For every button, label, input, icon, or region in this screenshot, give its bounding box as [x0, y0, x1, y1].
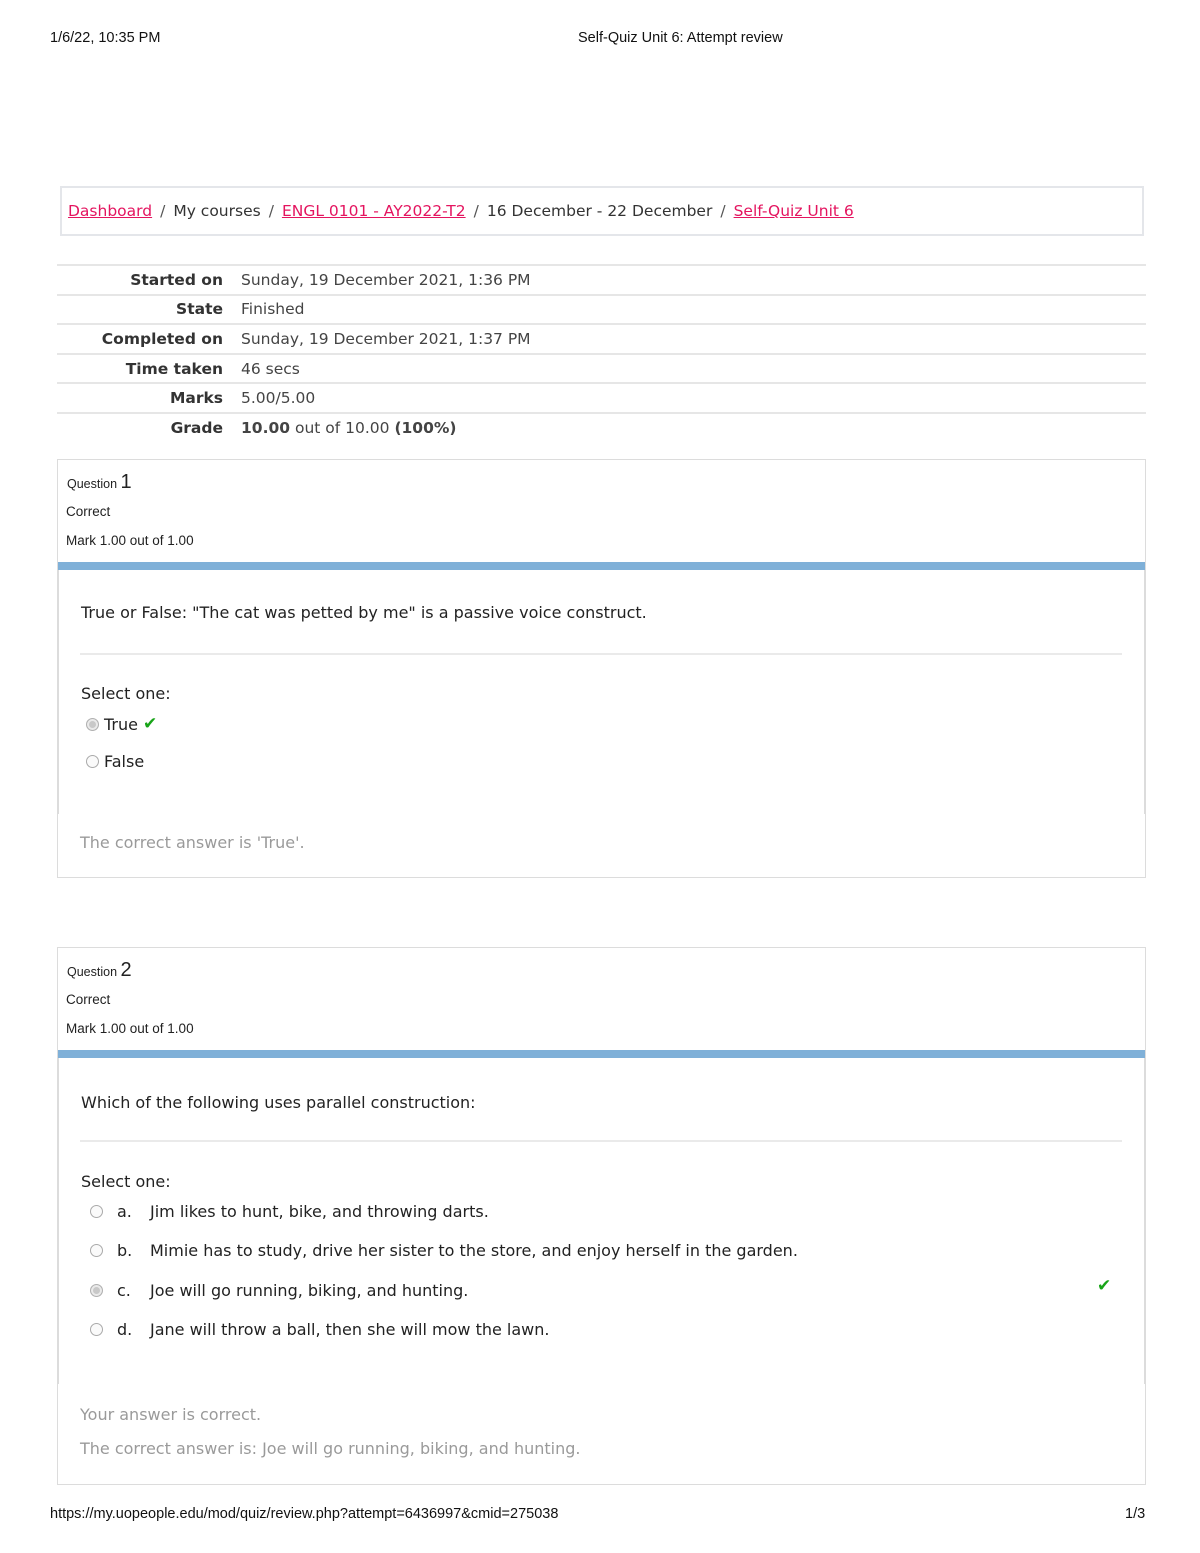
answer-option-b[interactable]: [90, 1241, 798, 1260]
breadcrumb-separator: /: [720, 202, 726, 220]
question-2-info: [58, 948, 1145, 1050]
question-number: [67, 959, 132, 982]
grade-label: Grade: [170, 419, 223, 438]
print-page-number: 1/3: [1125, 1506, 1146, 1522]
option-letter: a.: [117, 1202, 132, 1221]
answer-label: Joe will go running, biking, and hunting.: [150, 1281, 469, 1300]
option-letter: d.: [117, 1320, 133, 1339]
question-number-value: 1: [120, 471, 132, 493]
marks-label: Marks: [169, 389, 223, 408]
correct-answer-feedback: The correct answer is 'True'.: [80, 833, 305, 852]
breadcrumb-separator: /: [473, 202, 479, 220]
option-letter: c.: [117, 1281, 131, 1300]
check-icon: ✔: [142, 714, 158, 734]
breadcrumb: [60, 186, 1144, 236]
breadcrumb-section: 16 December - 22 December: [486, 202, 713, 220]
print-datetime: 1/6/22, 10:35 PM: [50, 30, 161, 46]
answer-option-false[interactable]: [86, 752, 144, 771]
summary-row-marks: [57, 383, 1146, 413]
state-value: Finished: [241, 300, 305, 319]
question-number: [67, 471, 132, 494]
summary-row-started: [57, 265, 1146, 295]
summary-row-completed: [57, 324, 1146, 354]
breadcrumb-dashboard-link[interactable]: Dashboard: [68, 202, 153, 220]
question-1: [57, 459, 1146, 878]
radio-button[interactable]: [86, 755, 99, 768]
question-text: Which of the following uses parallel construction:: [81, 1093, 476, 1112]
question-bar: [58, 1050, 1145, 1058]
question-text: True or False: "The cat was petted by me" is a passive voice construct.: [81, 603, 647, 622]
marks-value: 5.00/5.00: [241, 389, 316, 408]
completed-value: Sunday, 19 December 2021, 1:37 PM: [241, 329, 531, 348]
radio-button[interactable]: [90, 1323, 103, 1336]
radio-button[interactable]: [86, 718, 99, 731]
question-state: Correct: [66, 992, 111, 1007]
answer-option-true[interactable]: [86, 714, 157, 734]
summary-row-grade: [57, 413, 1146, 443]
answer-option-d[interactable]: [90, 1320, 549, 1339]
completed-label: Completed on: [101, 329, 223, 348]
question-grade: Mark 1.00 out of 1.00: [66, 533, 194, 548]
answer-label: True: [104, 714, 138, 734]
radio-button[interactable]: [90, 1205, 103, 1218]
answer-label: Jane will throw a ball, then she will mow the lawn.: [150, 1320, 550, 1339]
time-value: 46 secs: [241, 359, 300, 378]
question-1-content: [58, 570, 1145, 814]
question-2-content: [58, 1058, 1145, 1384]
breadcrumb-course-link[interactable]: ENGL 0101 - AY2022-T2: [281, 202, 466, 220]
started-label: Started on: [130, 270, 223, 289]
question-grade: Mark 1.00 out of 1.00: [66, 1021, 194, 1036]
check-icon: ✔: [1097, 1276, 1112, 1296]
correct-answer-feedback: The correct answer is: Joe will go running, biking, and hunting.: [80, 1439, 581, 1458]
answer-label: False: [104, 752, 145, 771]
summary-row-time: [57, 354, 1146, 384]
question-label: Question: [67, 965, 118, 979]
question-label: Question: [67, 477, 118, 491]
started-value: Sunday, 19 December 2021, 1:36 PM: [241, 270, 531, 289]
attempt-summary-table: [57, 264, 1146, 443]
time-label: Time taken: [125, 359, 223, 378]
breadcrumb-quiz-link[interactable]: Self-Quiz Unit 6: [733, 202, 854, 220]
breadcrumb-separator: /: [160, 202, 166, 220]
breadcrumb-separator: /: [268, 202, 274, 220]
question-1-info: [58, 460, 1145, 562]
option-letter: b.: [117, 1241, 133, 1260]
state-label: State: [176, 300, 223, 319]
grade-value: [241, 413, 1146, 443]
grade-percent: (100%): [394, 419, 457, 438]
divider: [80, 653, 1122, 655]
print-url: https://my.uopeople.edu/mod/quiz/review.php?attempt=6436997&cmid=275038: [50, 1506, 559, 1522]
summary-row-state: [57, 295, 1146, 325]
answer-option-a[interactable]: [90, 1202, 489, 1221]
grade-score: 10.00: [241, 419, 291, 438]
select-one-label: Select one:: [81, 684, 171, 703]
print-title: Self-Quiz Unit 6: Attempt review: [578, 30, 783, 46]
question-number-value: 2: [120, 959, 132, 981]
answer-label: Mimie has to study, drive her sister to the store, and enjoy herself in the garden.: [150, 1241, 798, 1260]
divider: [80, 1140, 1122, 1142]
grade-out-of: out of 10.00: [290, 419, 395, 438]
your-answer-feedback: Your answer is correct.: [80, 1405, 262, 1424]
select-one-label: Select one:: [81, 1172, 171, 1191]
radio-button[interactable]: [90, 1244, 103, 1257]
answer-option-c[interactable]: [90, 1281, 468, 1300]
question-2: [57, 947, 1146, 1485]
question-state: Correct: [66, 504, 111, 519]
question-bar: [58, 562, 1145, 570]
breadcrumb-my-courses: My courses: [173, 202, 261, 220]
radio-button[interactable]: [90, 1284, 103, 1297]
answer-label: Jim likes to hunt, bike, and throwing darts.: [150, 1202, 489, 1221]
